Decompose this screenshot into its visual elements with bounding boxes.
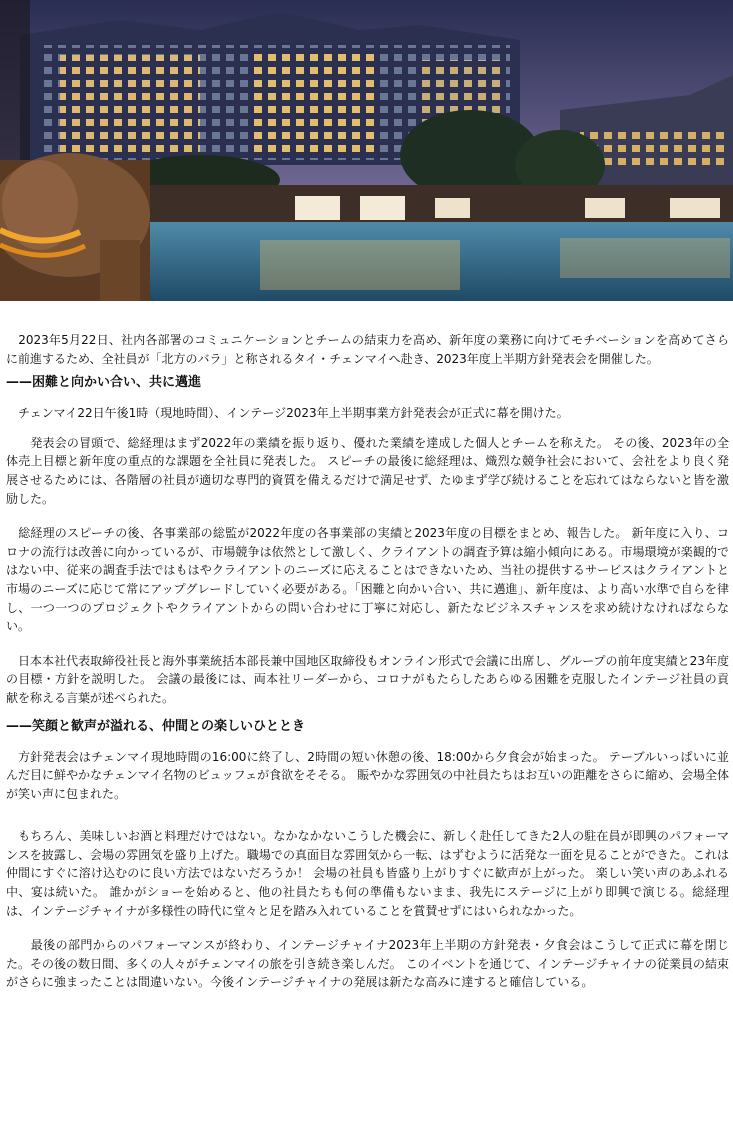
- paragraph-7: 最後の部門からのパフォーマンスが終わり、インテージチャイナ2023年上半期の方針発表・夕食会はこうして正式に幕を閉じた。その後の数日間、多くの人々がチェンマイの旅を引き続き楽しんだ。 このイベントを通じて、インテージチャイナの従業員の結束がさらに強まったことは間違いない。今後インテージチャイナの発展は新たな高みに達すると確信している。: [6, 938, 729, 990]
- paragraph-2: 発表会の冒頭で、総経理はまず2022年の業績を振り返り、優れた業績を達成した個人とチームを称えた。 その後、2023年の全体売上目標と新年度の重点的な課題を全社員に発表した。 スピーチの最後に総経理は、熾烈な競争社会において、会社をより良く発展させるためには、各階層の社員が適切な専門的資質を備えるだけで満足せず、たゆまず学び続けることを忘れてはならないと皆を激励した。: [6, 435, 729, 506]
- article-body: [6, 331, 729, 992]
- paragraph-4: 日本本社代表取締役社長と海外事業統括本部長兼中国地区取締役もオンライン形式で会議に出席し、グループの前年度実績と23年度の目標・方針を説明した。 会議の最後には、両本社リーダーから、コロナがもたらしたあらゆる困難を克服したインテージ社員の貢献を称える言葉が述べられた。: [6, 653, 729, 705]
- paragraph-1: チェンマイ22日午後1時（現地時間）、インテージ2023年上半期事業方針発表会が正式に幕を開けた。: [6, 406, 569, 421]
- paragraph-3: 総経理のスピーチの後、各事業部の総監が2022年度の各事業部の実績と2023年度の目標をまとめ、報告した。 新年度に入り、コロナの流行は改善に向かっているが、市場競争は依然として激しく、クライアントの調査予算は縮小傾向にある。市場環境が楽観的ではない中、従来の調査手法ではもはやクライアントのニーズに応えることはできないため、当社の提供するサービスはクライアントと市場のニーズに応じて常にアップグレードしていく必要がある。「困難と向かい合い、共に邁進」、新年度は、より高い水準で自らを律し、一つ一つのプロジェクトやクライアントからの問い合わせに丁寧に対応し、新たなビジネスチャンスを求め続けなければならない。: [6, 526, 730, 634]
- paragraph-6: もちろん、美味しいお酒と料理だけではない。なかなかないこうした機会に、新しく赴任してきた2人の駐在員が即興のパフォーマンスを披露し、会場の雰囲気を盛り上げた。職場での真面目な雰囲気から一転、はずむように活発な一面を見ることができた。これは仲間にすぐに溶け込むのに良い方法ではないだろうか！ 会場の社員も皆盛り上がりすぐに歓声が上がった。 楽しい笑い声のあふれる中、宴は続いた。 誰かがショーを始めると、他の社員たちも何の準備もないまま、我先にステージに上がり即興で演じる。総経理は、インテージチャイナが多様性の時代に堂々と足を踏み入れていることを賞賛せずにはいられなかった。: [6, 829, 729, 918]
- section-heading-1: ——困難と向かい合い、共に邁進: [6, 375, 202, 391]
- hotel-photo-illustration: [0, 0, 733, 301]
- hero-photo: [0, 0, 733, 301]
- intro-paragraph: 2023年5月22日、社内各部署のコミュニケーションとチームの結束力を高め、新年度の業務に向けてモチベーションを高めてさらに前進するため、全社員が「北方のバラ」と称されるタイ・チェンマイへ赴き、2023年度上半期方針発表会を開催した。: [6, 333, 729, 366]
- section-heading-2: ——笑顔と歓声が溢れる、仲間との楽しいひととき: [6, 718, 306, 734]
- paragraph-5: 方針発表会はチェンマイ現地時間の16:00に終了し、2時間の短い休憩の後、18:00から夕食会が始まった。 テーブルいっぱいに並んだ目に鮮やかなチェンマイ名物のビュッフェが食欲をそそる。 賑やかな雰囲気の中社員たちはお互いの距離をさらに縮め、会場全体が笑い声に包まれた。: [6, 749, 729, 801]
- elephant-statue: [0, 153, 150, 301]
